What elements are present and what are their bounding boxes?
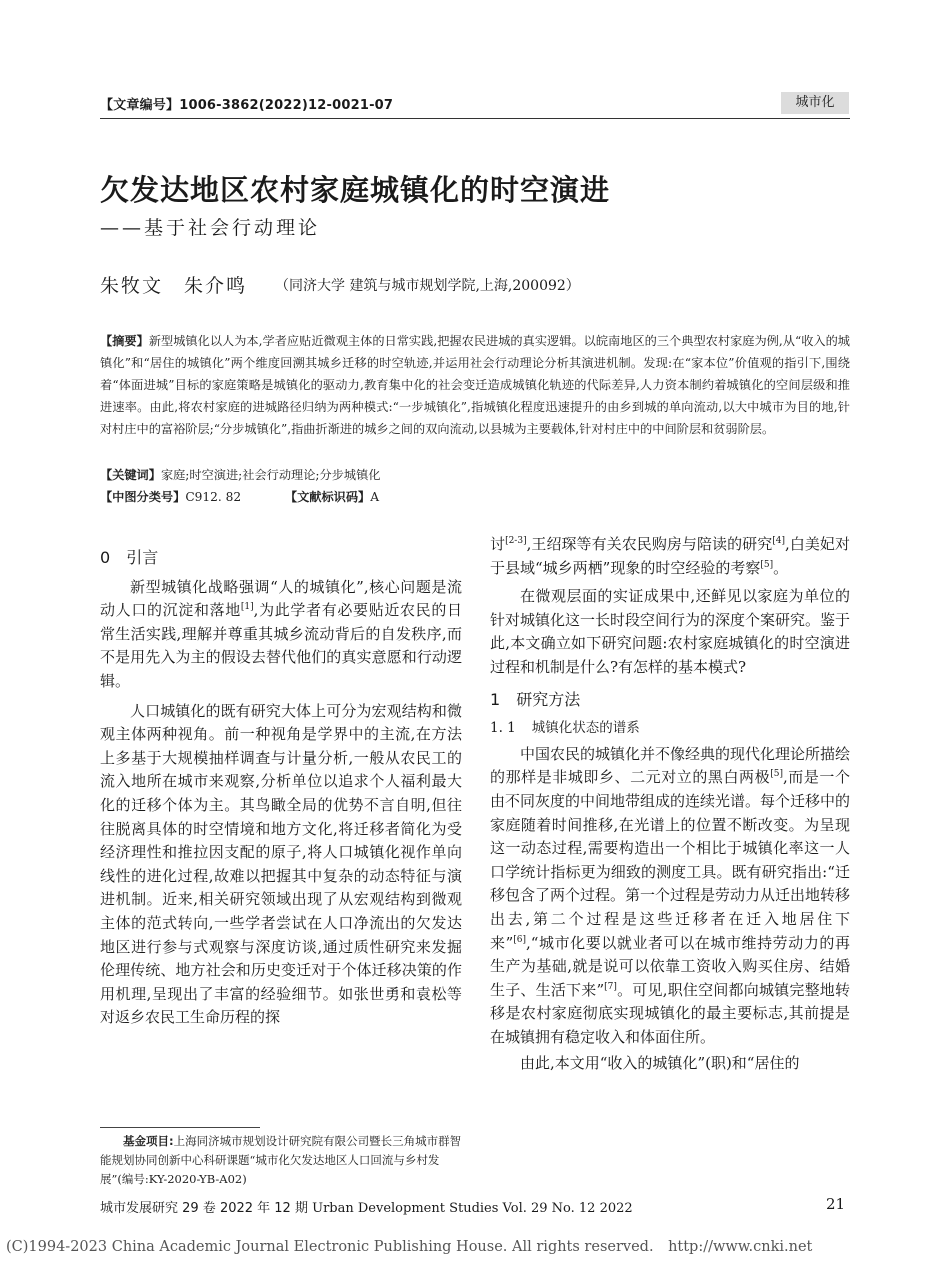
article-id: 【文章编号】1006-3862(2022)12-0021-07 bbox=[100, 98, 394, 113]
footnote-label: 基金项目: bbox=[123, 1134, 174, 1148]
doc-code-value: A bbox=[370, 490, 380, 504]
section-heading-0: 0 引言 bbox=[100, 548, 159, 567]
citation[interactable]: [5] bbox=[760, 559, 774, 570]
subsection-heading-1-1: 1. 1 城镇化状态的谱系 bbox=[490, 720, 640, 737]
keywords bbox=[100, 466, 380, 484]
section-tag: 城市化 bbox=[781, 92, 849, 114]
citation[interactable]: [7] bbox=[604, 981, 617, 992]
citation[interactable]: [5] bbox=[770, 769, 783, 780]
keywords-label: 【关键词】 bbox=[100, 468, 161, 482]
paragraph: 新型城镇化战略强调“人的城镇化”,核心问题是流动人口的沉淀和落地[1],为此学者有必要贴近农民的日常生活实践,理解并尊重其城乡流动背后的自发秩序,而不是用先入为主的假设去替代他们的真实意愿和行动逻辑。 bbox=[100, 577, 462, 690]
footnote-rule bbox=[100, 1127, 260, 1128]
paragraph: 在微观层面的实证成果中,还鲜见以家庭为单位的针对城镇化这一长时段空间行为的深度个案研究。鉴于此,本文确立如下研究问题:农村家庭城镇化的时空演进过程和机制是什么?有怎样的基本模式? bbox=[490, 587, 851, 676]
header-rule bbox=[100, 118, 850, 119]
left-column bbox=[100, 542, 462, 1030]
clc-value: C912. 82 bbox=[185, 490, 242, 504]
paragraph: 人口城镇化的既有研究大体上可分为宏观结构和微观主体两种视角。前一种视角是学界中的主流,在方法上多基于大规模抽样调查与计量分析,一般从农民工的流入地所在城市来观察,分析单位以追求个人福利最大化的迁移个体为主。其鸟瞰全局的优势不言自明,但往往脱离具体的时空情境和地方文化,将迁移者简化为受经济理性和推拉因支配的原子,将人口城镇化视作单向线性的进化过程,故难以把握其中复杂的动态特征与演进机制。近来,相关研究领域出现了从宏观结构到微观主体的范式转向,一些学者尝试在人口净流出的欠发达地区进行参与式观察与深度访谈,通过质性研究来发掘伦理传统、地方社会和历史变迁对于个体迁移决策的作用机理,呈现出了丰富的经验细节。如张世勇和袁松等对返乡农民工生命历程的探 bbox=[100, 701, 462, 1027]
citation[interactable]: [6] bbox=[513, 934, 526, 945]
page-number: 21 bbox=[826, 1195, 846, 1213]
journal-name-en: Urban Development Studies Vol. 29 No. 12 2022 bbox=[312, 1201, 633, 1216]
paper-subtitle: ——基于社会行动理论 bbox=[100, 217, 321, 239]
keywords-text: 家庭;时空演进;社会行动理论;分步城镇化 bbox=[160, 468, 381, 482]
citation[interactable]: [4] bbox=[772, 536, 785, 546]
section-heading-1: 1 研究方法 bbox=[490, 689, 581, 709]
copyright-notice: (C)1994-2023 China Academic Journal Electronic Publishing House. All rights reserved. http://www.cnki.net bbox=[6, 1239, 813, 1255]
paragraph: 讨[2-3],王绍琛等有关农民购房与陪读的研究[4],白美妃对于县域“城乡两栖”现象的时空经验的考察[5]。 bbox=[490, 535, 850, 577]
authors: 朱牧文 朱介鸣 bbox=[100, 275, 248, 297]
journal-footer bbox=[100, 1197, 633, 1216]
abstract-text: 新型城镇化以人为本,学者应贴近微观主体的日常实践,把握农民进城的真实逻辑。以皖南地区的三个典型农村家庭为例,从“收入的城镇化”和“居住的城镇化”两个维度回溯其城乡迁移的时空轨迹,并运用社会行动理论分析其演进机制。发现:在“家本位”价值观的指引下,围绕着“体面进城”目标的家庭策略是城镇化的驱动力,教育集中化的社会变迁造成城镇化轨迹的代际差异,人力资本制约着城镇化的空间层级和推进速率。由此,将农村家庭的进城路径归纳为两种模式:“一步城镇化”,指城镇化程度迅速提升的由乡到城的单向流动,以大中城市为目的地,针对村庄中的富裕阶层;“分步城镇化”,指曲折渐进的城乡之间的双向流动,以县城为主要载体,针对村庄中的中间阶层和贫弱阶层。 bbox=[100, 334, 850, 436]
paper-title: 欠发达地区农村家庭城镇化的时空演进 bbox=[100, 173, 611, 207]
footnote bbox=[100, 1132, 462, 1189]
paragraph: 由此,本文用“收入的城镇化”(职)和“居住的 bbox=[520, 1054, 800, 1073]
affiliation: （同济大学 建筑与城市规划学院,上海,200092） bbox=[275, 278, 580, 294]
doc-code-label: 【文献标识码】 bbox=[284, 490, 371, 504]
abstract-label: 【摘要】 bbox=[100, 334, 149, 348]
footnote-text: 上海同济城市规划设计研究院有限公司暨长三角城市群智能规划协同创新中心科研课题“城市化欠发达地区人口回流与乡村发展”(编号:KY-2020-YB-A02) bbox=[100, 1134, 462, 1186]
right-column bbox=[490, 533, 850, 1076]
citation[interactable]: [2-3] bbox=[505, 536, 527, 546]
paragraph: 中国农民的城镇化并不像经典的现代化理论所描绘的那样是非城即乡、二元对立的黑白两极[5],而是一个由不同灰度的中间地带组成的连续光谱。每个迁移中的家庭随着时间推移,在光谱上的位置不断改变。为呈现这一动态过程,需要构造出一个相比于城镇化率这一人口学统计指标更为细致的测度工具。既有研究指出:“迁移包含了两个过程。第一个过程是劳动力从迁出地转移出去,第二个过程是这些迁移者在迁入地居住下来”[6],“城市化要以就业者可以在城市维持劳动力的再生产为基础,就是说可以依靠工资收入购买住房、结婚生子、生活下来”[7]。可见,职住空间都向城镇完整地转移是农村家庭彻底实现城镇化的最主要标志,其前提是在城镇拥有稳定收入和体面住所。 bbox=[490, 744, 851, 1046]
citation[interactable]: [1] bbox=[240, 602, 254, 613]
abstract bbox=[100, 330, 850, 440]
classification bbox=[100, 488, 379, 506]
clc-label: 【中图分类号】 bbox=[100, 490, 186, 504]
journal-name-cn: 城市发展研究 29 卷 2022 年 12 期 bbox=[100, 1201, 308, 1216]
